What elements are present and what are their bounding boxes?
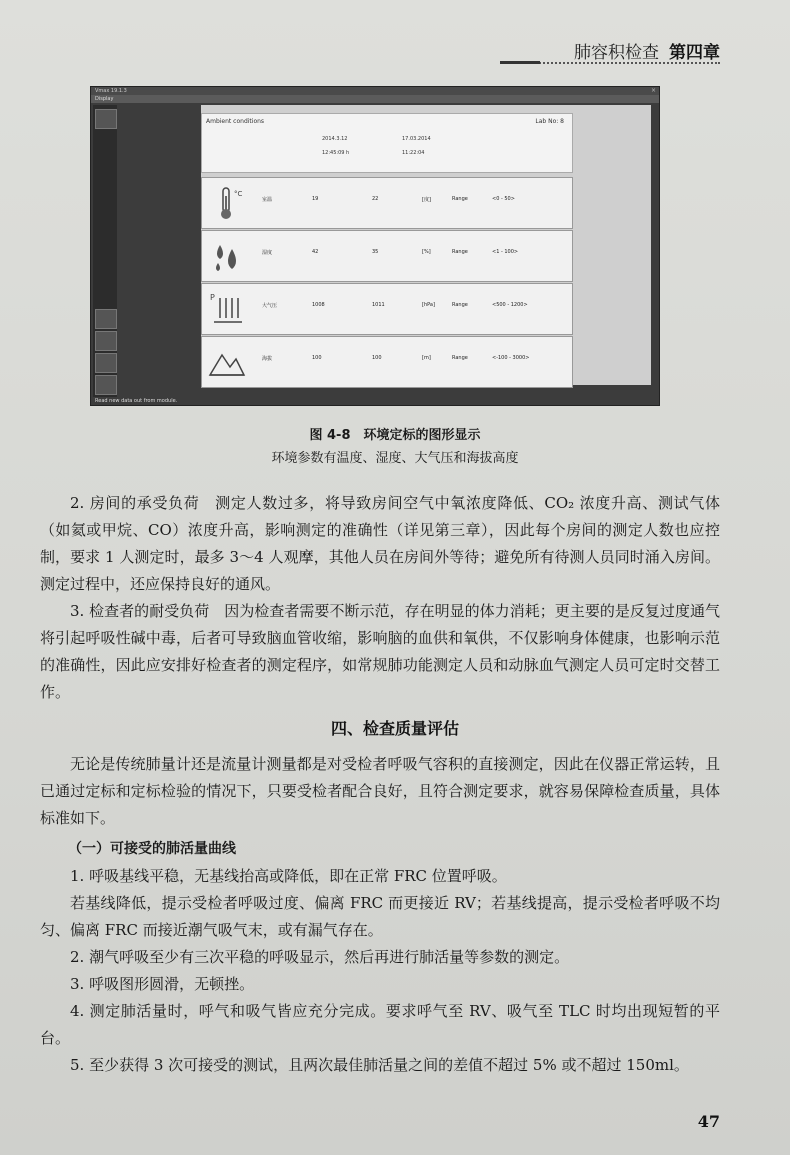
svg-text:°C: °C [234, 190, 243, 198]
figure-row-range: Range [452, 196, 468, 202]
figure-row-unit: [m] [422, 355, 431, 361]
figure-row-value-1: 42 [312, 249, 319, 255]
figure-sidebar-tool-icon [95, 353, 117, 373]
figure-row-value-2: 35 [372, 249, 379, 255]
figure-row-altitude [201, 336, 573, 388]
figure-row-value-1: 100 [312, 355, 322, 361]
mountain-icon [208, 343, 246, 381]
figure-row-label: 室温 [262, 197, 273, 203]
figure-row-value-1: 1008 [312, 302, 325, 308]
figure-ambient-calibration-screenshot [90, 86, 660, 406]
figure-sidebar-tool-icon [95, 331, 117, 351]
figure-row-label: 大气压 [262, 303, 278, 309]
figure-row-limits: <-100 - 3000> [492, 355, 530, 361]
list-item: 1. 呼吸基线平稳，无基线抬高或降低，即在正常 FRC 位置呼吸。 [70, 867, 507, 885]
figure-row-range: Range [452, 302, 468, 308]
list-item: 若基线降低，提示受检者呼吸过度、偏离 FRC 而更接近 RV；若基线提高，提示受检者呼吸不均匀、偏离 FRC 而接近潮气吸气末，或有漏气存在。 [40, 894, 720, 939]
figure-time-2: 11:22:04 [402, 150, 425, 156]
running-head [574, 38, 720, 63]
running-head-section: 肺容积检查 [574, 43, 659, 63]
paragraph-room-load: 2. 房间的承受负荷 测定人数过多，将导致房间空气中氧浓度降低、CO₂ 浓度升高、测试气体（如氦或甲烷、CO）浓度升高，影响测定的准确性（详见第三章），因此每个房间的测定人数也应控制，要求 1 人测定时，最多 3～4 人观摩，其他人员在房间外等待；避免所有待测人员同时涌入房间。测定过程中，还应保持良好的通风。 [40, 494, 720, 593]
figure-caption-title: 图 4-8 环境定标的图形显示 [309, 428, 481, 443]
subheading-acceptable-curve: （一）可接受的肺活量曲线 [68, 841, 236, 857]
figure-panel-header [201, 113, 573, 173]
figure-row-pressure [201, 283, 573, 335]
figure-lab-number: Lab No: 8 [535, 118, 564, 125]
figure-row-temperature [201, 177, 573, 229]
figure-row-limits: <500 - 1200> [492, 302, 528, 308]
body-text-bottom [40, 751, 720, 1079]
figure-row-value-2: 100 [372, 355, 382, 361]
thermometer-icon [208, 184, 246, 222]
figure-time-1: 12:45:09 h [322, 150, 350, 156]
figure-date-1: 2014.3.12 [322, 136, 348, 142]
figure-menubar: Display [91, 95, 659, 103]
list-item: 3. 呼吸图形圆滑，无顿挫。 [70, 975, 255, 993]
figure-row-value-1: 19 [312, 196, 319, 202]
header-rule-accent [500, 61, 540, 64]
paragraph-examiner-load: 3. 检查者的耐受负荷 因为检查者需要不断示范，存在明显的体力消耗；更主要的是反复过度通气将引起呼吸性碱中毒，后者可导致脑血管收缩，影响脑的血供和氧供，不仅影响身体健康，也影响示范的准确性，因此应安排好检查者的测定程序，如常规肺功能测定人员和动脉血气测定人员可定时交替工作。 [40, 602, 720, 701]
running-head-chapter: 第四章 [669, 43, 720, 63]
paragraph-intro: 无论是传统肺量计还是流量计测量都是对受检者呼吸气容积的直接测定，因此在仪器正常运转，且已通过定标和定标检验的情况下，只要受检者配合良好，且符合测定要求，就容易保障检查质量，具体标准如下。 [40, 755, 720, 827]
figure-sidebar-tool-icon [95, 375, 117, 395]
list-item: 4. 测定肺活量时，呼气和吸气皆应充分完成。要求呼气至 RV、吸气至 TLC 时均出现短暂的平台。 [40, 1002, 720, 1047]
figure-row-range: Range [452, 355, 468, 361]
figure-row-label: 海拔 [262, 356, 273, 362]
pressure-arrows-icon [208, 290, 246, 328]
figure-status-bar: Read new data out from module. [95, 398, 178, 404]
figure-row-humidity [201, 230, 573, 282]
figure-row-value-2: 1011 [372, 302, 385, 308]
figure-sidebar [93, 105, 117, 397]
figure-row-unit: [%] [422, 249, 431, 255]
figure-window-titlebar: Vmax 19.1.3 [91, 87, 659, 95]
figure-panel-title: Ambient conditions [206, 118, 265, 125]
humidity-drops-icon [208, 237, 246, 275]
svg-text:P: P [210, 293, 215, 302]
page-number: 47 [697, 1112, 720, 1131]
figure-row-unit: [hPa] [422, 302, 435, 308]
figure-row-limits: <1 - 100> [492, 249, 519, 255]
list-item: 2. 潮气呼吸至少有三次平稳的呼吸显示，然后再进行肺活量等参数的测定。 [70, 948, 570, 966]
figure-row-label: 湿度 [262, 250, 273, 256]
figure-row-value-2: 22 [372, 196, 379, 202]
list-item: 5. 至少获得 3 次可接受的测试，且两次最佳肺活量之间的差值不超过 5% 或不超过 150ml。 [70, 1056, 689, 1074]
figure-row-limits: <0 - 50> [492, 196, 515, 202]
figure-row-range: Range [452, 249, 468, 255]
figure-row-unit: [度] [422, 197, 431, 203]
figure-date-2: 17.03.2014 [402, 136, 431, 142]
figure-sidebar-tool-icon [95, 309, 117, 329]
figure-close-icon: × [650, 87, 656, 94]
figure-sidebar-logo-icon [95, 109, 117, 129]
body-text-top [40, 490, 720, 706]
figure-caption-subtitle: 环境参数有温度、湿度、大气压和海拔高度 [271, 451, 519, 466]
figure-ambient-panel [201, 105, 651, 385]
section-heading: 四、检查质量评估 [330, 719, 459, 738]
